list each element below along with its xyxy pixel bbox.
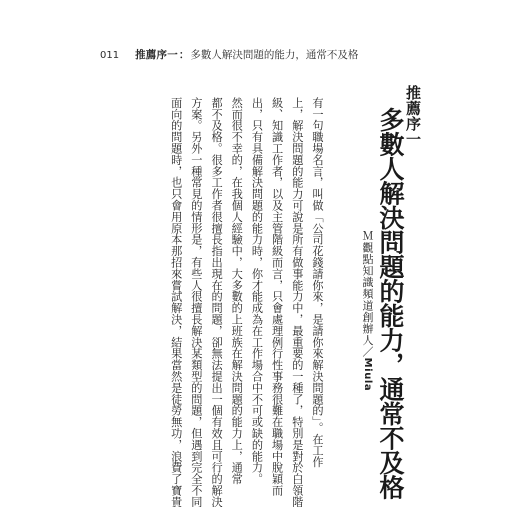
running-header-section: 推薦序一	[135, 49, 178, 61]
paragraph-line: 面向的問題時，也只會用原本那招來嘗試解決，結果當然是徒勞無功，浪費了寶貴	[169, 97, 183, 507]
running-header-separator: ：	[178, 49, 190, 61]
paragraph-line: 都不及格。很多工作者很擅長指出現在的問題，卻無法提出一個有效且可行的解決	[210, 97, 224, 507]
author-byline	[361, 230, 374, 391]
paragraph-line: 方案。另外一種常見的情形是，有些人很擅長解決某類型的問題，但遇到完全不同	[189, 97, 203, 507]
paragraph-line: 級、知識工作者，以及主管階級而言，只會處理例行性事務很難在職場中脫穎而	[270, 97, 284, 496]
paragraph-line: 有一句職場名言，叫做「公司花錢請你來，是請你來解決問題的」。在工作	[311, 97, 324, 468]
paragraph-line: 出，只有具備解決問題的能力時，你才能成為在工作場合中不可或缺的能力。	[250, 97, 264, 485]
section-label: 推薦序一	[404, 85, 422, 147]
paragraph-line: 然而很不幸的，在我個人經驗中，大多數的上班族在解決問題的能力上，通常	[230, 97, 244, 485]
page-body	[164, 85, 423, 507]
chapter-title: 多數人解決問題的能力，通常不及格	[376, 107, 405, 499]
paragraph-line: 上，解決問題的能力可說是所有做事能力中，最重要的一種了，特別是對於白領階	[290, 97, 304, 507]
running-header-subtitle: 多數人解決問題的能力，通常不及格	[190, 49, 359, 61]
author-affiliation: Ｍ觀點知識頻道創辦人／	[361, 230, 374, 358]
page-number: 011	[100, 50, 120, 61]
author-name: Miula	[362, 357, 373, 392]
running-header	[100, 47, 358, 62]
